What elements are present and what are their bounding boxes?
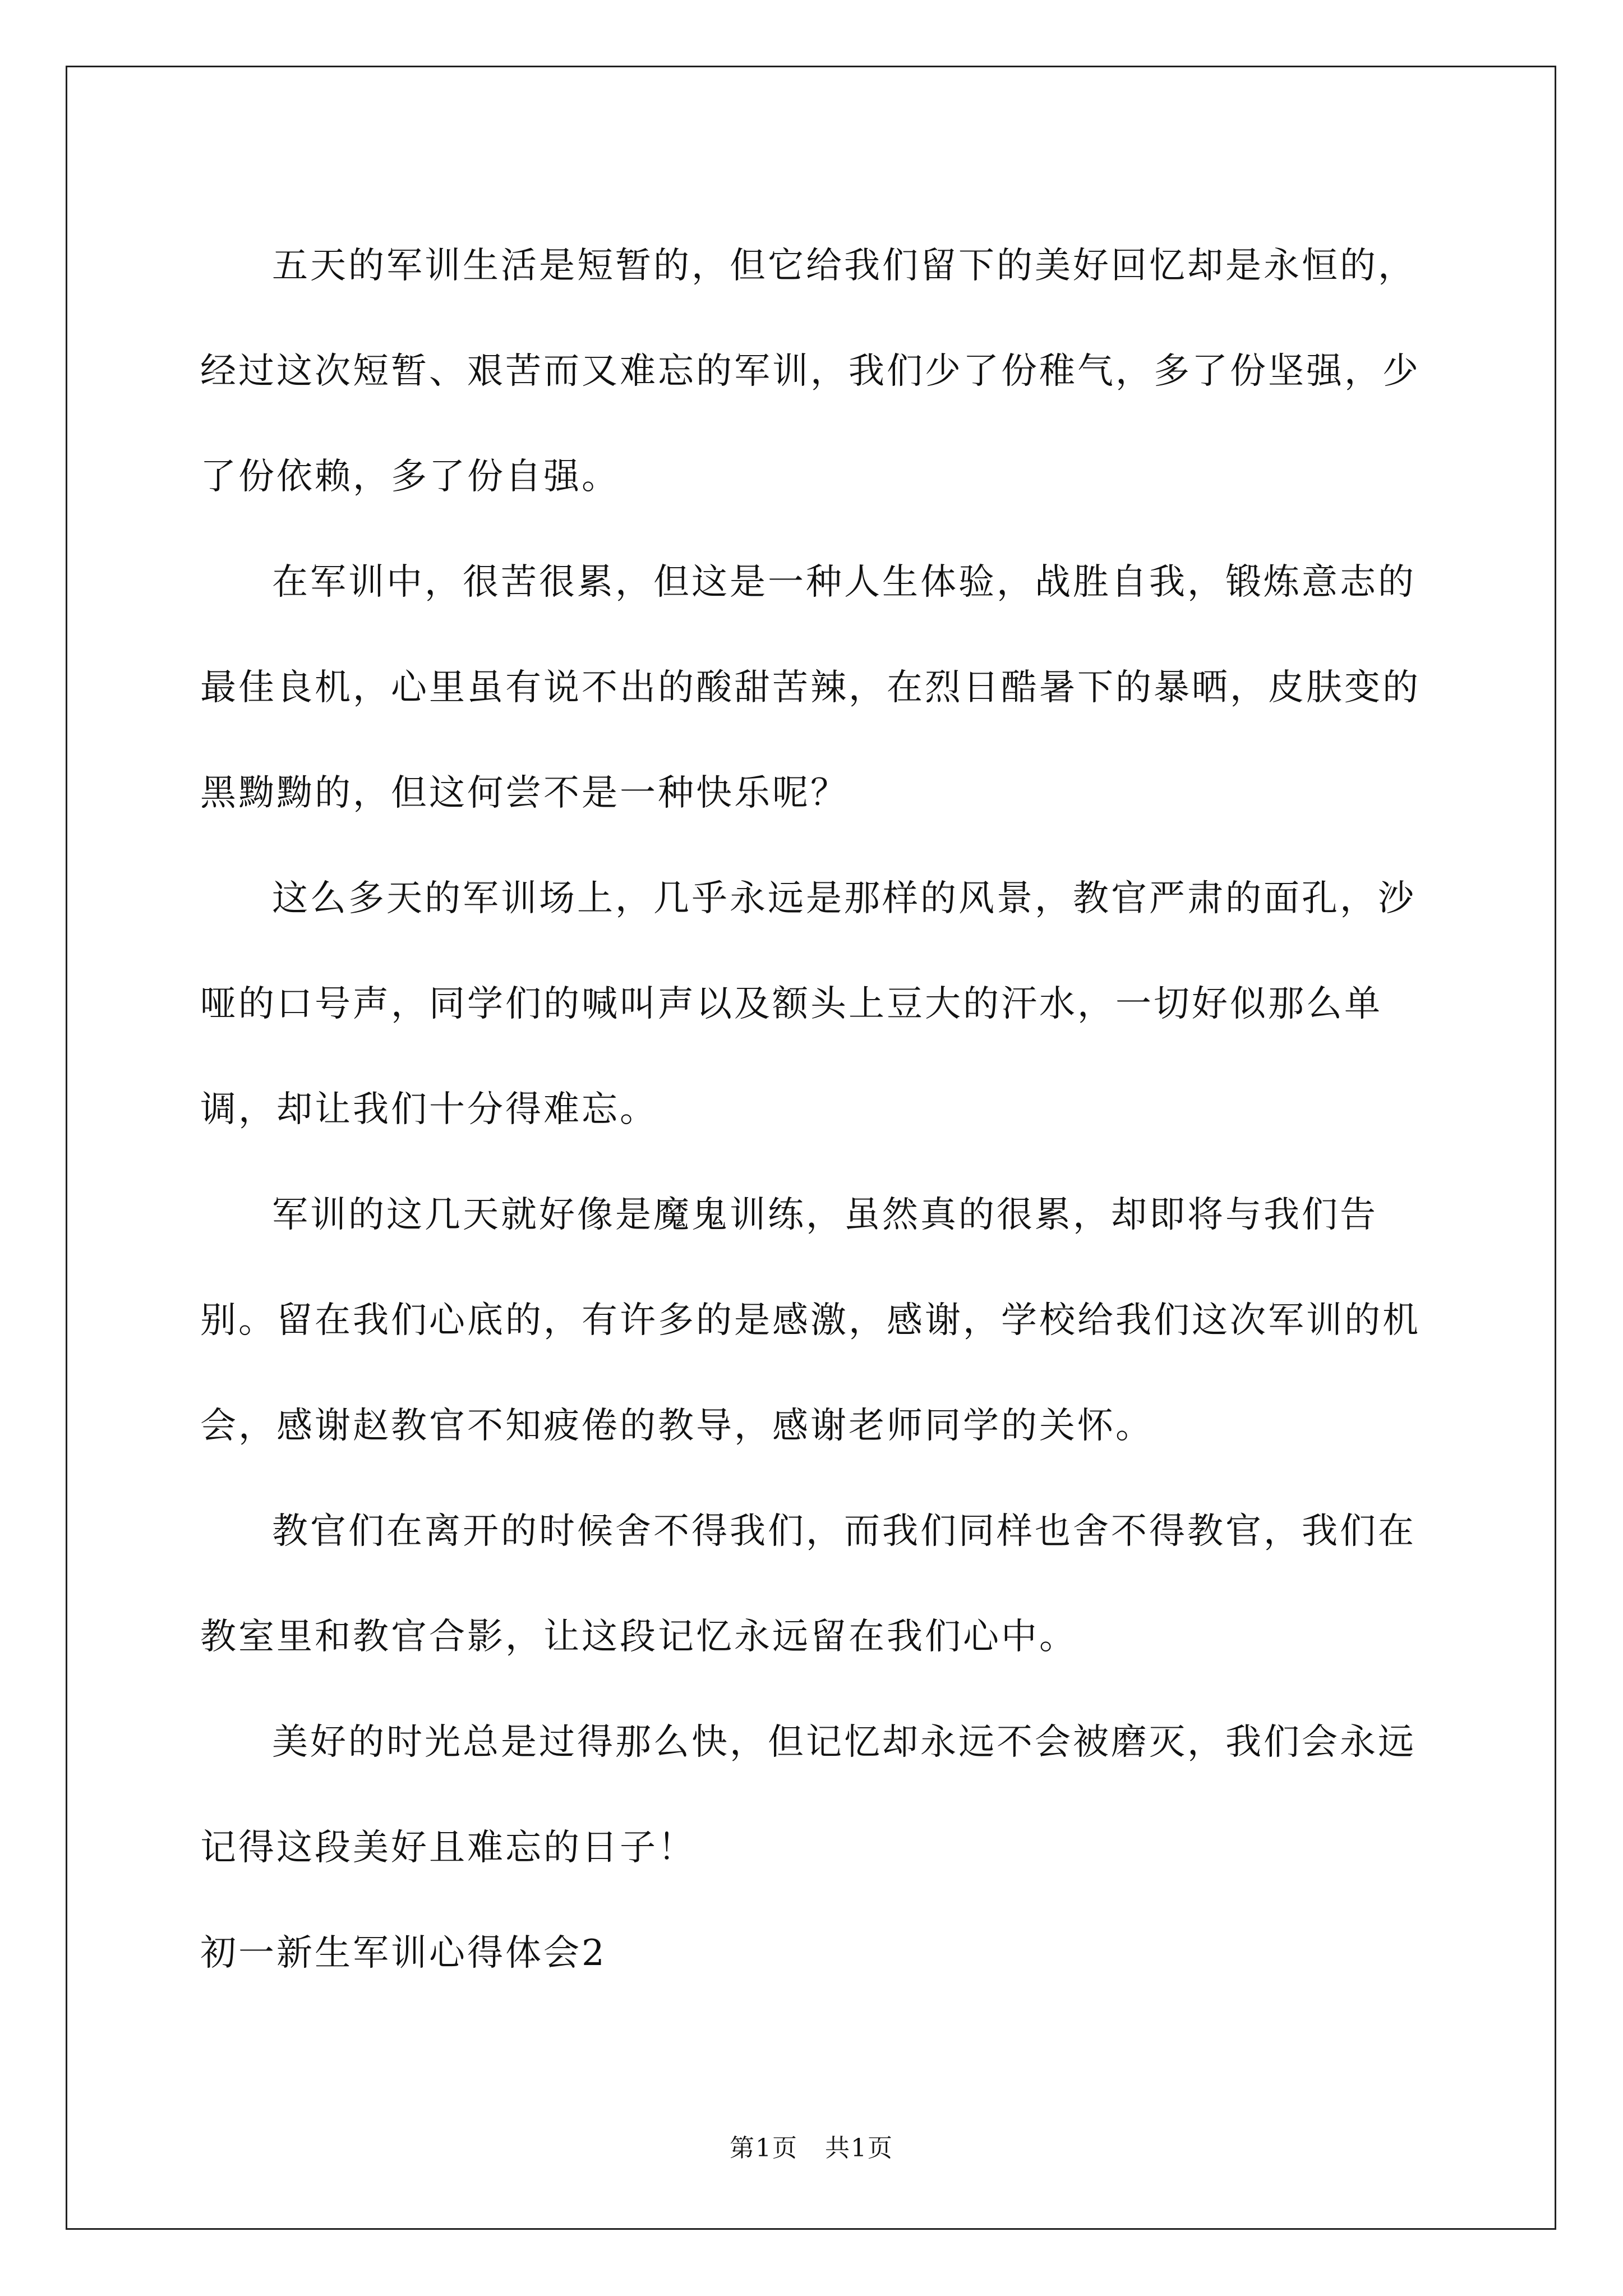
paragraph-3: 这么多天的军训场上，几乎永远是那样的风景，教官严肃的面孔，沙哑的口号声，同学们的喊叫声以及额头上豆大的汗水，一切好似那么单调，却让我们十分得难忘。 bbox=[200, 878, 1416, 1130]
document-body bbox=[200, 213, 1423, 2006]
paragraph-2: 在军训中，很苦很累，但这是一种人生体验，战胜自我，锻炼意志的最佳良机，心里虽有说不出的酸甜苦辣，在烈日酷暑下的暴晒，皮肤变的黑黝黝的，但这何尝不是一种快乐呢？ bbox=[200, 562, 1421, 814]
paragraph-1: 五天的军训生活是短暂的，但它给我们留下的美好回忆却是永恒的，经过这次短暂、艰苦而又难忘的军训，我们少了份稚气，多了份坚强，少了份依赖，多了份自强。 bbox=[200, 245, 1421, 498]
page-footer: 第1页 共1页 bbox=[730, 2134, 893, 2162]
section-heading: 初一新生军训心得体会2 bbox=[200, 1932, 607, 1974]
paragraph-6: 美好的时光总是过得那么快，但记忆却永远不会被磨灭，我们会永远记得这段美好且难忘的日子！ bbox=[200, 1722, 1416, 1869]
paragraph-4: 军训的这几天就好像是魔鬼训练，虽然真的很累，却即将与我们告别。留在我们心底的，有许多的是感激，感谢，学校给我们这次军训的机会，感谢赵教官不知疲倦的教导，感谢老师同学的关怀。 bbox=[200, 1194, 1421, 1447]
paragraph-5: 教官们在离开的时候舍不得我们，而我们同样也舍不得教官，我们在教室里和教官合影，让这段记忆永远留在我们心中。 bbox=[200, 1511, 1416, 1658]
